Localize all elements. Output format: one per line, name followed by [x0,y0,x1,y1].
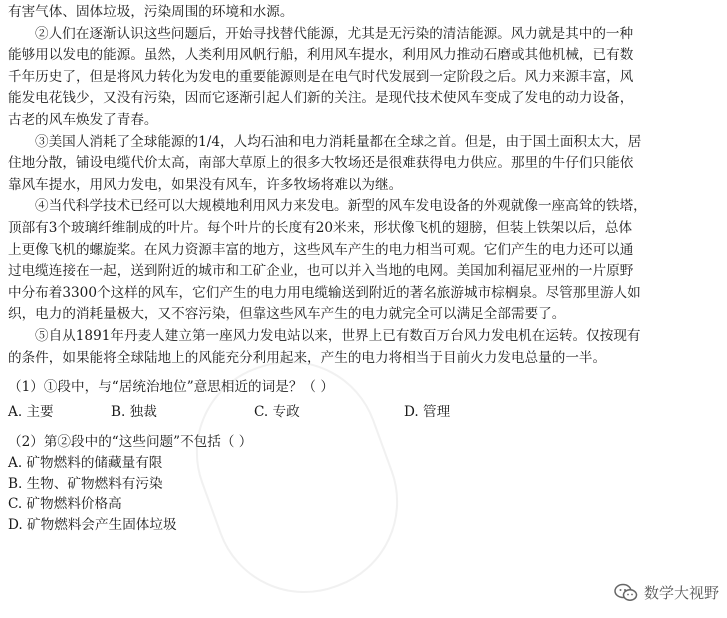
passage-line: 织，电力的消耗量极大，又不容污染，但靠这些风车产生的电力就完全可以满足全部需要了。 [8,306,566,323]
passage-line: ④当代科学技术已经可以大规模地利用风力来发电。新型的风车发电设备的外观就像一座高耸的铁塔， [35,198,647,215]
question-2-stem: （2）第②段中的“这些问题”不包括（ ） [8,434,253,451]
passage-line: ⑤自从1891年丹麦人建立第一座风力发电站以来，世界上已有数百万台风力发电机在运转。仅按现有 [35,327,641,344]
passage-line: 的条件，如果能将全球陆地上的风能充分利用起来，产生的电力将相当于目前火力发电总量的一半。 [8,349,607,366]
watermark [614,582,719,603]
passage-line: 过电缆连接在一起，送到附近的城市和工矿企业，也可以并入当地的电网。美国加利福尼亚州的一片原野 [8,263,634,280]
question-2-option-a: A. 矿物燃料的储藏量有限 [8,455,163,472]
question-2-option-b: B. 生物、矿物燃料有污染 [8,475,163,492]
wechat-icon [614,583,638,603]
passage-line: 千年历史了，但是将风力转化为发电的重要能源则是在电气时代发展到一定阶段之后。风力来源丰富，风 [8,68,634,85]
question-2-option-d: D. 矿物燃料会产生固体垃圾 [8,516,177,533]
question-1-option-b: B. 独裁 [111,404,157,421]
passage-line: 住地分散，铺设电缆代价太高，南部大草原上的很多大牧场还是很难获得电力供应。那里的牛仔们只能依 [8,155,634,172]
question-1-option-c: C. 专政 [254,404,300,421]
passage-line: 顶部有3个玻璃纤维制成的叶片。每个叶片的长度有20米来，形状像飞机的翅膀，但装上铁架以后，总体 [8,219,633,236]
passage-line: 能发电花钱少，又没有污染，因而它逐渐引起人们新的关注。是现代技术使风车变成了发电的动力设备， [8,90,634,107]
question-1-stem: （1）①段中，与“居统治地位”意思相近的词是？（ ） [8,379,334,396]
question-2-option-c: C. 矿物燃料价格高 [8,496,122,513]
passage [8,2,716,369]
passage-line: 上更像飞机的螺旋桨。在风力资源丰富的地方，这些风车产生的电力相当可观。它们产生的电力还可以通 [8,241,634,258]
passage-line: 有害气体、固体垃圾，污染周围的环境和水源。 [8,4,294,20]
passage-line: 能够用以发电的能源。虽然，人类利用风帆行船，利用风车提水，利用风力推动石磨或其他机械，已有数 [8,47,634,64]
passage-line: ③美国人消耗了全球能源的1/4，人均石油和电力消耗量都在全球之首。但是，由于国土面积太大，居 [35,133,642,150]
passage-line: ②人们在逐渐认识这些问题后，开始寻找替代能源，尤其是无污染的清洁能源。风力就是其中的一种 [35,25,634,42]
passage-line: 靠风车提水，用风力发电，如果没有风车，许多牧场将难以为继。 [8,176,403,193]
question-1-option-a: A. 主要 [8,404,54,421]
question-1-option-d: D. 管理 [404,404,451,421]
passage-line: 中分布着3300个这样的风车，它们产生的电力用电缆输送到附近的著名旅游城市棕榈泉。尽管那里游人如 [8,284,641,301]
passage-line: 古老的风车焕发了青春。 [8,111,158,128]
watermark-text: 数学大视野 [643,584,719,602]
